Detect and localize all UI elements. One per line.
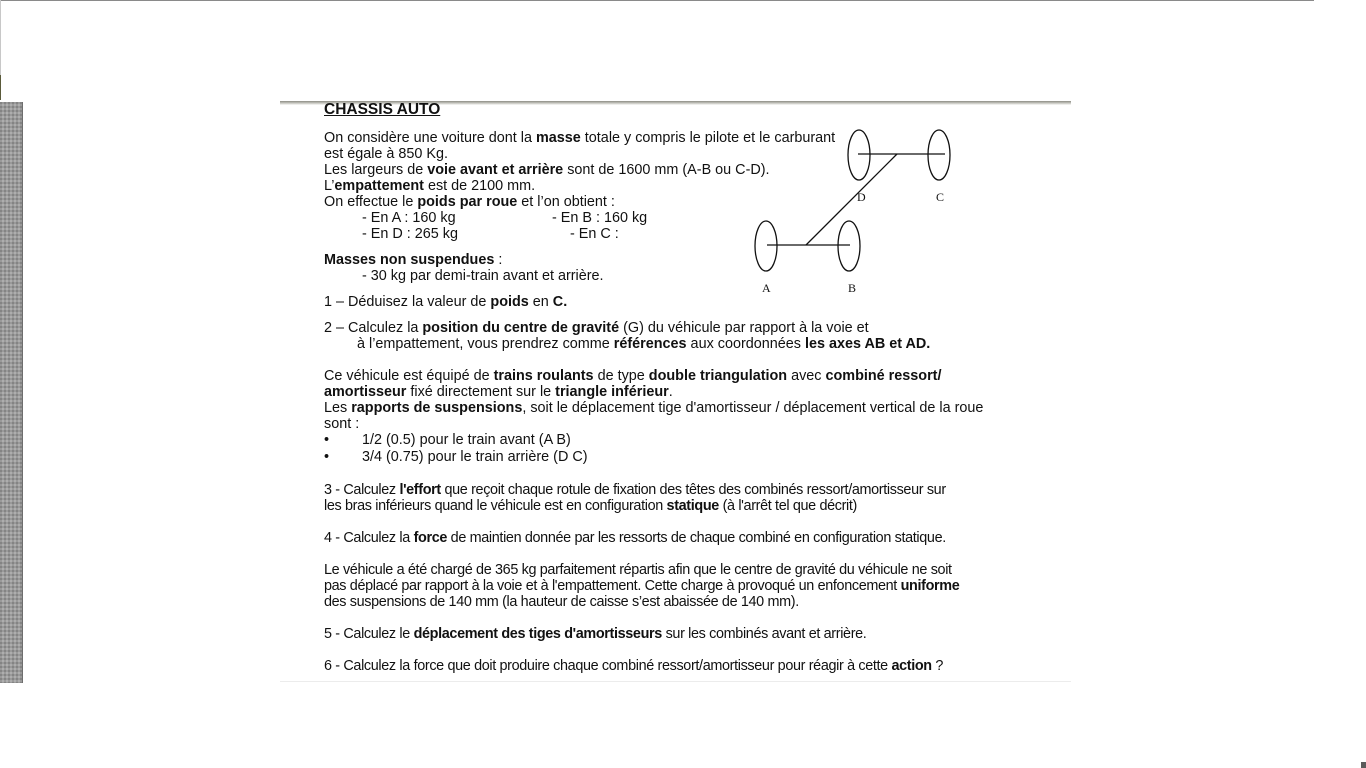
weight-a: - En A : 160 kg xyxy=(362,210,456,226)
question-2-line-1: 2 – Calculez la position du centre de gravité (G) du véhicule par rapport à la voie et xyxy=(324,320,869,336)
equipment-line-4: sont : xyxy=(324,416,360,432)
intro-line-1: On considère une voiture dont la masse totale y compris le pilote et le carburant xyxy=(324,130,836,146)
document-title: CHASSIS AUTO xyxy=(324,101,441,118)
label-c: C xyxy=(936,190,945,204)
unsprung-item: - 30 kg par demi-train avant et arrière. xyxy=(362,268,604,284)
ratio-bullet-front: • 1/2 (0.5) pour le train avant (A B) xyxy=(324,432,571,448)
wheel-c-icon xyxy=(928,130,950,180)
question-3-line-1: 3 - Calculez l'effort que reçoit chaque rotule de fixation des têtes des combinés ressort/amortisseur sur xyxy=(324,482,946,498)
bullet-icon: • xyxy=(324,449,330,465)
chassis-wheel-diagram xyxy=(740,120,970,305)
bullet-icon: • xyxy=(324,432,330,448)
question-2-line-2: à l’empattement, vous prendrez comme références aux coordonnées les axes AB et AD. xyxy=(357,336,931,352)
load-line-2: pas déplacé par rapport à la voie et à l'empattement. Cette charge à provoqué un enfoncement uniforme xyxy=(324,578,960,594)
wheel-b-icon xyxy=(838,221,860,271)
equipment-line-3: Les rapports de suspensions, soit le déplacement tige d'amortisseur / déplacement vertical de la roue xyxy=(324,400,984,416)
label-b: B xyxy=(848,281,857,295)
window-left-edge xyxy=(0,0,1,100)
intro-line-4: L’empattement est de 2100 mm. xyxy=(324,178,536,194)
question-5: 5 - Calculez le déplacement des tiges d'amortisseurs sur les combinés avant et arrière. xyxy=(324,626,867,642)
label-a: A xyxy=(762,281,771,295)
left-scroll-panel[interactable] xyxy=(0,102,23,683)
intro-line-5: On effectue le poids par roue et l’on obtient : xyxy=(324,194,615,210)
weight-c: - En C : xyxy=(570,226,619,242)
question-1: 1 – Déduisez la valeur de poids en C. xyxy=(324,294,568,310)
question-4: 4 - Calculez la force de maintien donnée par les ressorts de chaque combiné en configuration statique. xyxy=(324,530,946,546)
wheel-a-icon xyxy=(755,221,777,271)
equipment-line-1: Ce véhicule est équipé de trains roulants de type double triangulation avec combiné ressort/ xyxy=(324,368,942,384)
load-line-1: Le véhicule a été chargé de 365 kg parfaitement répartis afin que le centre de gravité du véhicule ne soit xyxy=(324,562,952,578)
ratio-bullet-rear: • 3/4 (0.75) pour le train arrière (D C) xyxy=(324,449,588,465)
window-top-border xyxy=(0,0,1314,1)
unsprung-heading: Masses non suspendues : xyxy=(324,252,503,268)
intro-line-2: est égale à 850 Kg. xyxy=(324,146,449,162)
label-d: D xyxy=(857,190,866,204)
intro-line-3: Les largeurs de voie avant et arrière sont de 1600 mm (A-B ou C-D). xyxy=(324,162,770,178)
question-6: 6 - Calculez la force que doit produire chaque combiné ressort/amortisseur pour réagir à cette action ? xyxy=(324,658,944,674)
load-line-3: des suspensions de 140 mm (la hauteur de caisse s’est abaissée de 140 mm). xyxy=(324,594,799,610)
resize-grip-icon[interactable] xyxy=(1361,762,1366,768)
wheelbase-line xyxy=(806,154,897,245)
equipment-line-2: amortisseur fixé directement sur le triangle inférieur. xyxy=(324,384,673,400)
wheel-d-icon xyxy=(848,130,870,180)
weight-b: - En B : 160 kg xyxy=(552,210,648,226)
weight-d: - En D : 265 kg xyxy=(362,226,458,242)
page-bottom-edge xyxy=(280,681,1071,682)
question-3-line-2: les bras inférieurs quand le véhicule est en configuration statique (à l'arrêt tel que décrit) xyxy=(324,498,857,514)
